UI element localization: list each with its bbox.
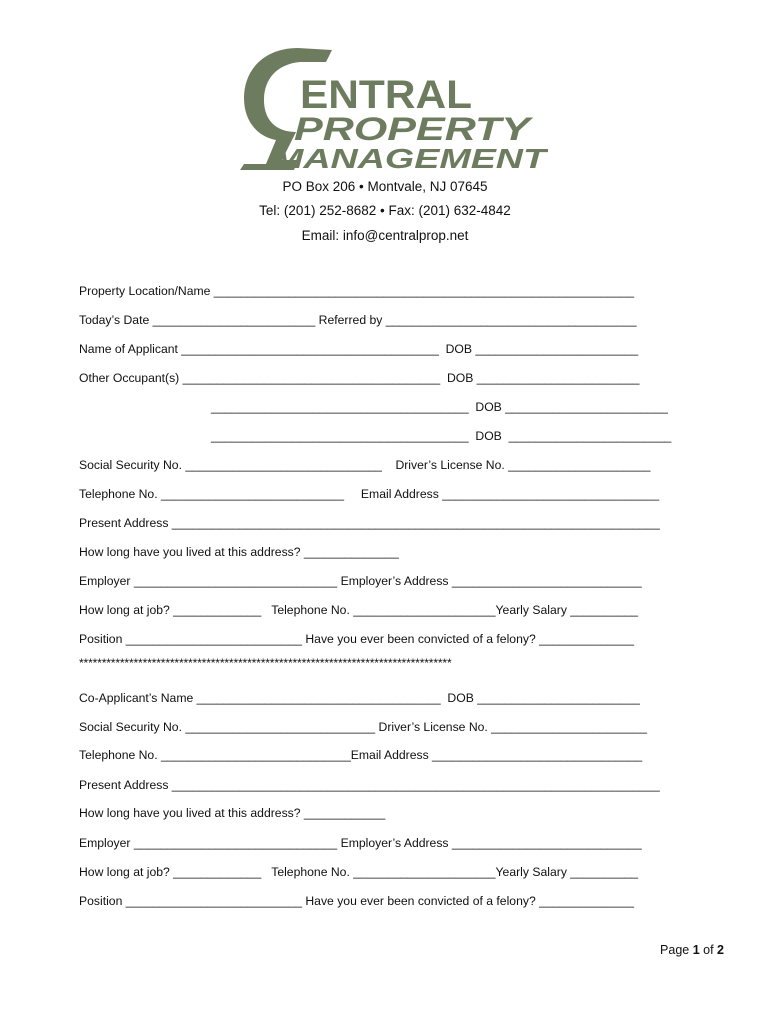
page-of: of [699, 943, 718, 957]
logo-word-central: ENTRAL [300, 73, 472, 117]
field-occupant-line-2[interactable]: ______________________________________ DOB ________________________ [79, 400, 668, 414]
field-coapplicant-position-felony[interactable]: Position __________________________ Have you ever been convicted of a felony? ______________ [79, 894, 634, 908]
logo-graphic [236, 40, 548, 175]
contact-phone: Tel: (201) 252-8682 • Fax: (201) 632-4842 [259, 203, 511, 218]
field-job-tenure-phone-salary[interactable]: How long at job? _____________ Telephone No. _____________________Yearly Salary __________ [79, 603, 639, 617]
field-coapplicant-time-at-address[interactable]: How long have you lived at this address? ____________ [79, 806, 386, 820]
company-logo [236, 40, 548, 175]
page-total: 2 [717, 943, 724, 957]
page-number [660, 943, 724, 957]
section-separator: ********************************************************************************** [79, 656, 452, 670]
field-coapplicant-job-tenure-phone-salary[interactable]: How long at job? _____________ Telephone No. _____________________Yearly Salary __________ [79, 865, 639, 879]
logo-word-management: MANAGEMENT [272, 143, 548, 174]
field-other-occupants-dob[interactable]: Other Occupant(s) ______________________________________ DOB ________________________ [79, 371, 640, 385]
page-prefix: Page [660, 943, 693, 957]
contact-email: Email: info@centralprop.net [301, 228, 469, 243]
field-coapplicant-employer[interactable]: Employer ______________________________ Employer’s Address ____________________________ [79, 836, 642, 850]
logo-word-property: PROPERTY [294, 111, 534, 147]
field-position-felony[interactable]: Position __________________________ Have you ever been convicted of a felony? ______________ [79, 632, 634, 646]
page-current: 1 [692, 943, 700, 957]
field-coapplicant-ssn-license[interactable]: Social Security No. ____________________________ Driver’s License No. _______________________ [79, 720, 648, 734]
field-time-at-address[interactable]: How long have you lived at this address? ______________ [79, 545, 399, 559]
field-telephone-email[interactable]: Telephone No. ___________________________ Email Address ________________________________ [79, 487, 660, 501]
contact-address: PO Box 206 • Montvale, NJ 07645 [282, 179, 488, 194]
field-occupant-line-3[interactable]: ______________________________________ DOB ________________________ [79, 429, 672, 443]
field-ssn-license[interactable]: Social Security No. _____________________________ Driver’s License No. _____________________ [79, 458, 651, 472]
field-employer[interactable]: Employer ______________________________ Employer’s Address ____________________________ [79, 574, 642, 588]
field-property-location[interactable]: Property Location/Name ______________________________________________________________ [79, 284, 635, 298]
field-applicant-name-dob[interactable]: Name of Applicant ______________________________________ DOB ________________________ [79, 342, 639, 356]
field-todays-date-referred-by[interactable]: Today’s Date ________________________ Referred by _____________________________________ [79, 313, 637, 327]
field-coapplicant-name-dob[interactable]: Co-Applicant’s Name ____________________________________ DOB ________________________ [79, 691, 640, 705]
field-present-address[interactable]: Present Address ________________________________________________________________________ [79, 516, 660, 530]
field-coapplicant-present-address[interactable]: Present Address ________________________________________________________________________ [79, 778, 660, 792]
field-coapplicant-telephone-email[interactable]: Telephone No. ____________________________Email Address _______________________________ [79, 748, 643, 762]
